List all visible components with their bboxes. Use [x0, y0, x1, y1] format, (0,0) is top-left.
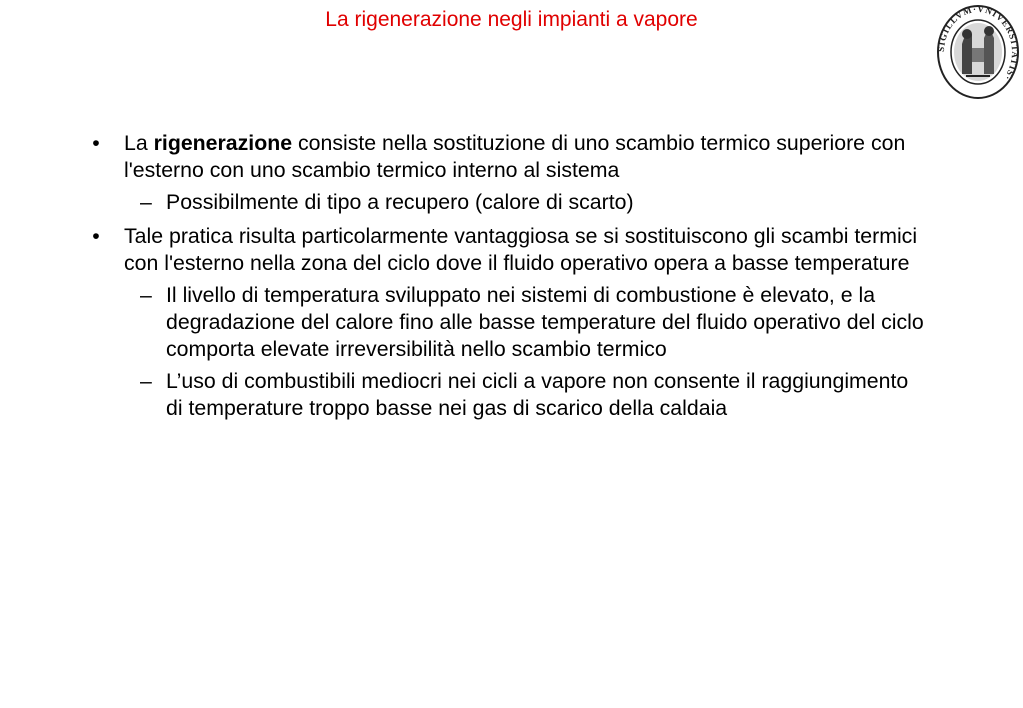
sub-bullet-marker: –	[140, 369, 152, 393]
sub-bullet-2-2	[140, 368, 926, 422]
bullet-1-text: consiste nella sostituzione di uno scambio termico superiore con l'esterno con uno scambio termico interno al sistema	[124, 131, 906, 182]
bullet-marker: •	[92, 131, 100, 155]
bullet-2-text: Tale pratica risulta particolarmente vantaggiosa se si sostituiscono gli scambi termici con l'esterno nella zona del ciclo dove il fluido operativo opera a basse temperature	[124, 224, 918, 275]
bullet-1-bold-term: rigenerazione	[153, 131, 293, 155]
svg-text:SIGILLVM·VNIVERSITATIS·: SIGILLVM·VNIVERSITATIS·	[936, 4, 1020, 83]
bullet-marker: •	[92, 224, 100, 248]
sub-bullet-marker: –	[140, 190, 152, 214]
bullet-1	[92, 130, 924, 184]
university-seal-icon	[936, 4, 1020, 100]
bullet-1-lead: La	[124, 131, 154, 155]
sub-bullet-2-1-text: Il livello di temperatura sviluppato nei sistemi di combustione è elevato, e la degradazione del calore fino alle basse temperature del fluido operativo del ciclo comporta elevate irreversibilità nello scambio termico	[166, 283, 924, 361]
slide-body	[0, 130, 1023, 422]
bullet-2	[92, 223, 924, 277]
sub-bullet-1-1	[140, 189, 926, 216]
slide-title: La rigenerazione negli impianti a vapore	[325, 8, 698, 31]
sub-bullet-2-1	[140, 282, 926, 363]
sub-bullet-1-1-text: Possibilmente di tipo a recupero (calore di scarto)	[166, 190, 634, 214]
sub-bullet-2-2-text: L’uso di combustibili mediocri nei cicli a vapore non consente il raggiungimento di temperature troppo basse nei gas di scarico della caldaia	[166, 369, 909, 420]
sub-bullet-marker: –	[140, 283, 152, 307]
